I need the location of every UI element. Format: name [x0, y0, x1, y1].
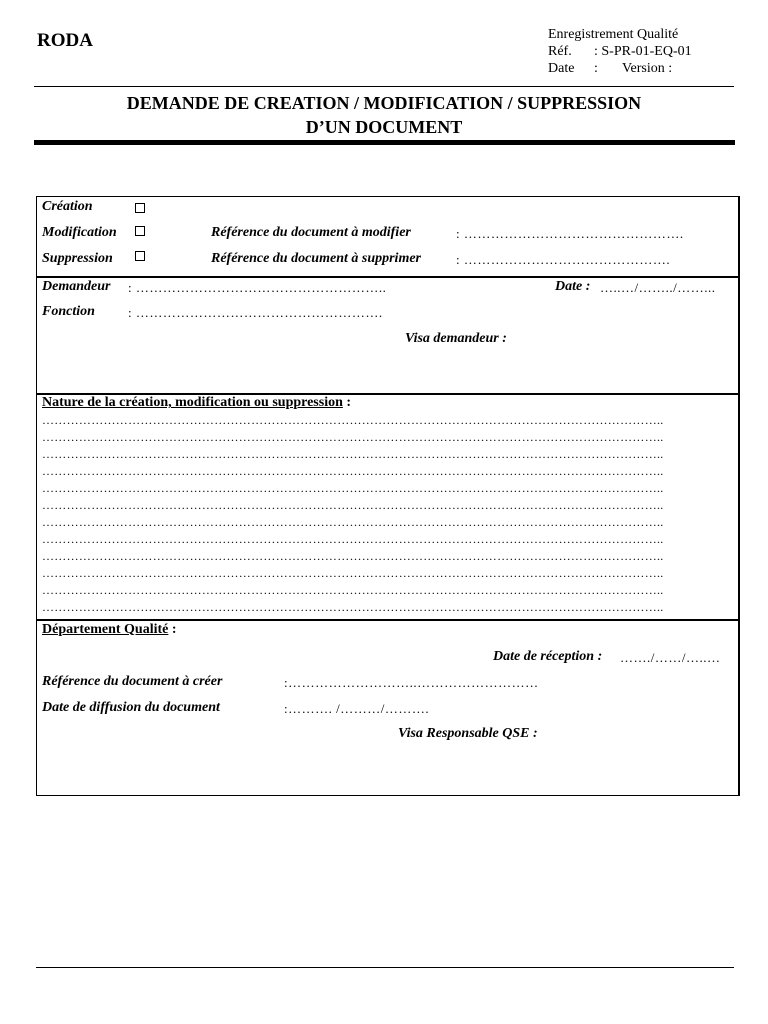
- nature-line[interactable]: ……………………………………………………………………………………………………………………………………..: [42, 550, 664, 562]
- ref-delete-field[interactable]: : ……………………………………….: [456, 252, 671, 267]
- record-type: Enregistrement Qualité: [548, 27, 679, 42]
- request-date-label: Date :: [555, 279, 591, 294]
- ref-label: Réf.: [548, 44, 572, 59]
- divider-1: [36, 276, 740, 278]
- header-date-sep: :: [594, 61, 598, 76]
- reception-date-label: Date de réception :: [493, 649, 603, 664]
- nature-line[interactable]: ……………………………………………………………………………………………………………………………………..: [42, 516, 664, 528]
- fonction-label: Fonction: [42, 304, 95, 319]
- nature-line[interactable]: ……………………………………………………………………………………………………………………………………..: [42, 482, 664, 494]
- nature-line[interactable]: ……………………………………………………………………………………………………………………………………..: [42, 584, 664, 596]
- nature-line[interactable]: ……………………………………………………………………………………………………………………………………..: [42, 567, 664, 579]
- divider-3: [36, 619, 740, 621]
- demandeur-label: Demandeur: [42, 279, 111, 294]
- modification-checkbox[interactable]: [135, 226, 145, 236]
- ref-modify-label: Référence du document à modifier: [211, 225, 411, 240]
- suppression-label: Suppression: [42, 251, 113, 266]
- reception-date-field[interactable]: ……./……/…..…: [620, 650, 721, 665]
- nature-line[interactable]: ……………………………………………………………………………………………………………………………………..: [42, 414, 664, 426]
- nature-heading: [42, 395, 351, 411]
- ref-row: [548, 43, 692, 60]
- nature-line[interactable]: ……………………………………………………………………………………………………………………………………..: [42, 431, 664, 443]
- footer-rule: [36, 967, 734, 968]
- visa-demandeur-label: Visa demandeur :: [405, 331, 507, 346]
- nature-heading-suffix: :: [342, 395, 352, 410]
- request-date-field[interactable]: …..…/……../……...: [600, 280, 716, 295]
- diffusion-date-label: Date de diffusion du document: [42, 700, 220, 715]
- creation-label: Création: [42, 199, 93, 214]
- suppression-checkbox[interactable]: [135, 251, 145, 261]
- nature-line[interactable]: ……………………………………………………………………………………………………………………………………..: [42, 448, 664, 460]
- quality-heading: [42, 622, 177, 638]
- demandeur-field[interactable]: : ………………………………………………..: [128, 280, 387, 295]
- date-version-row: [548, 60, 672, 77]
- ref-modify-field[interactable]: : ………………………………………….: [456, 226, 684, 241]
- nature-line[interactable]: ……………………………………………………………………………………………………………………………………..: [42, 499, 664, 511]
- header-rule: [34, 86, 734, 87]
- quality-heading-suffix: :: [168, 622, 177, 637]
- ref-value: : S-PR-01-EQ-01: [594, 44, 692, 59]
- visa-qse-label: Visa Responsable QSE :: [398, 726, 538, 741]
- quality-heading-text: Département Qualité: [42, 622, 169, 637]
- nature-line[interactable]: ……………………………………………………………………………………………………………………………………..: [42, 465, 664, 477]
- ref-delete-label: Référence du document à supprimer: [211, 251, 421, 266]
- title-rule: [34, 140, 735, 145]
- creation-checkbox[interactable]: [135, 203, 145, 213]
- form-title-line2: D’UN DOCUMENT: [305, 117, 463, 137]
- ref-create-field[interactable]: :………………………..………………………: [284, 675, 539, 690]
- fonction-field[interactable]: : ……………………………………………….: [128, 305, 383, 320]
- nature-line[interactable]: ……………………………………………………………………………………………………………………………………..: [42, 601, 664, 613]
- ref-create-label: Référence du document à créer: [42, 674, 223, 689]
- header-version-label: Version :: [622, 61, 673, 76]
- diffusion-date-field[interactable]: :………. /………/……….: [284, 701, 430, 716]
- nature-line[interactable]: ……………………………………………………………………………………………………………………………………..: [42, 533, 664, 545]
- nature-heading-text: Nature de la création, modification ou suppression: [42, 395, 343, 410]
- modification-label: Modification: [42, 225, 117, 240]
- form-title-line1: DEMANDE DE CREATION / MODIFICATION / SUPPRESSION: [126, 93, 642, 113]
- header-date-label: Date: [548, 61, 575, 76]
- company-name: RODA: [37, 30, 93, 51]
